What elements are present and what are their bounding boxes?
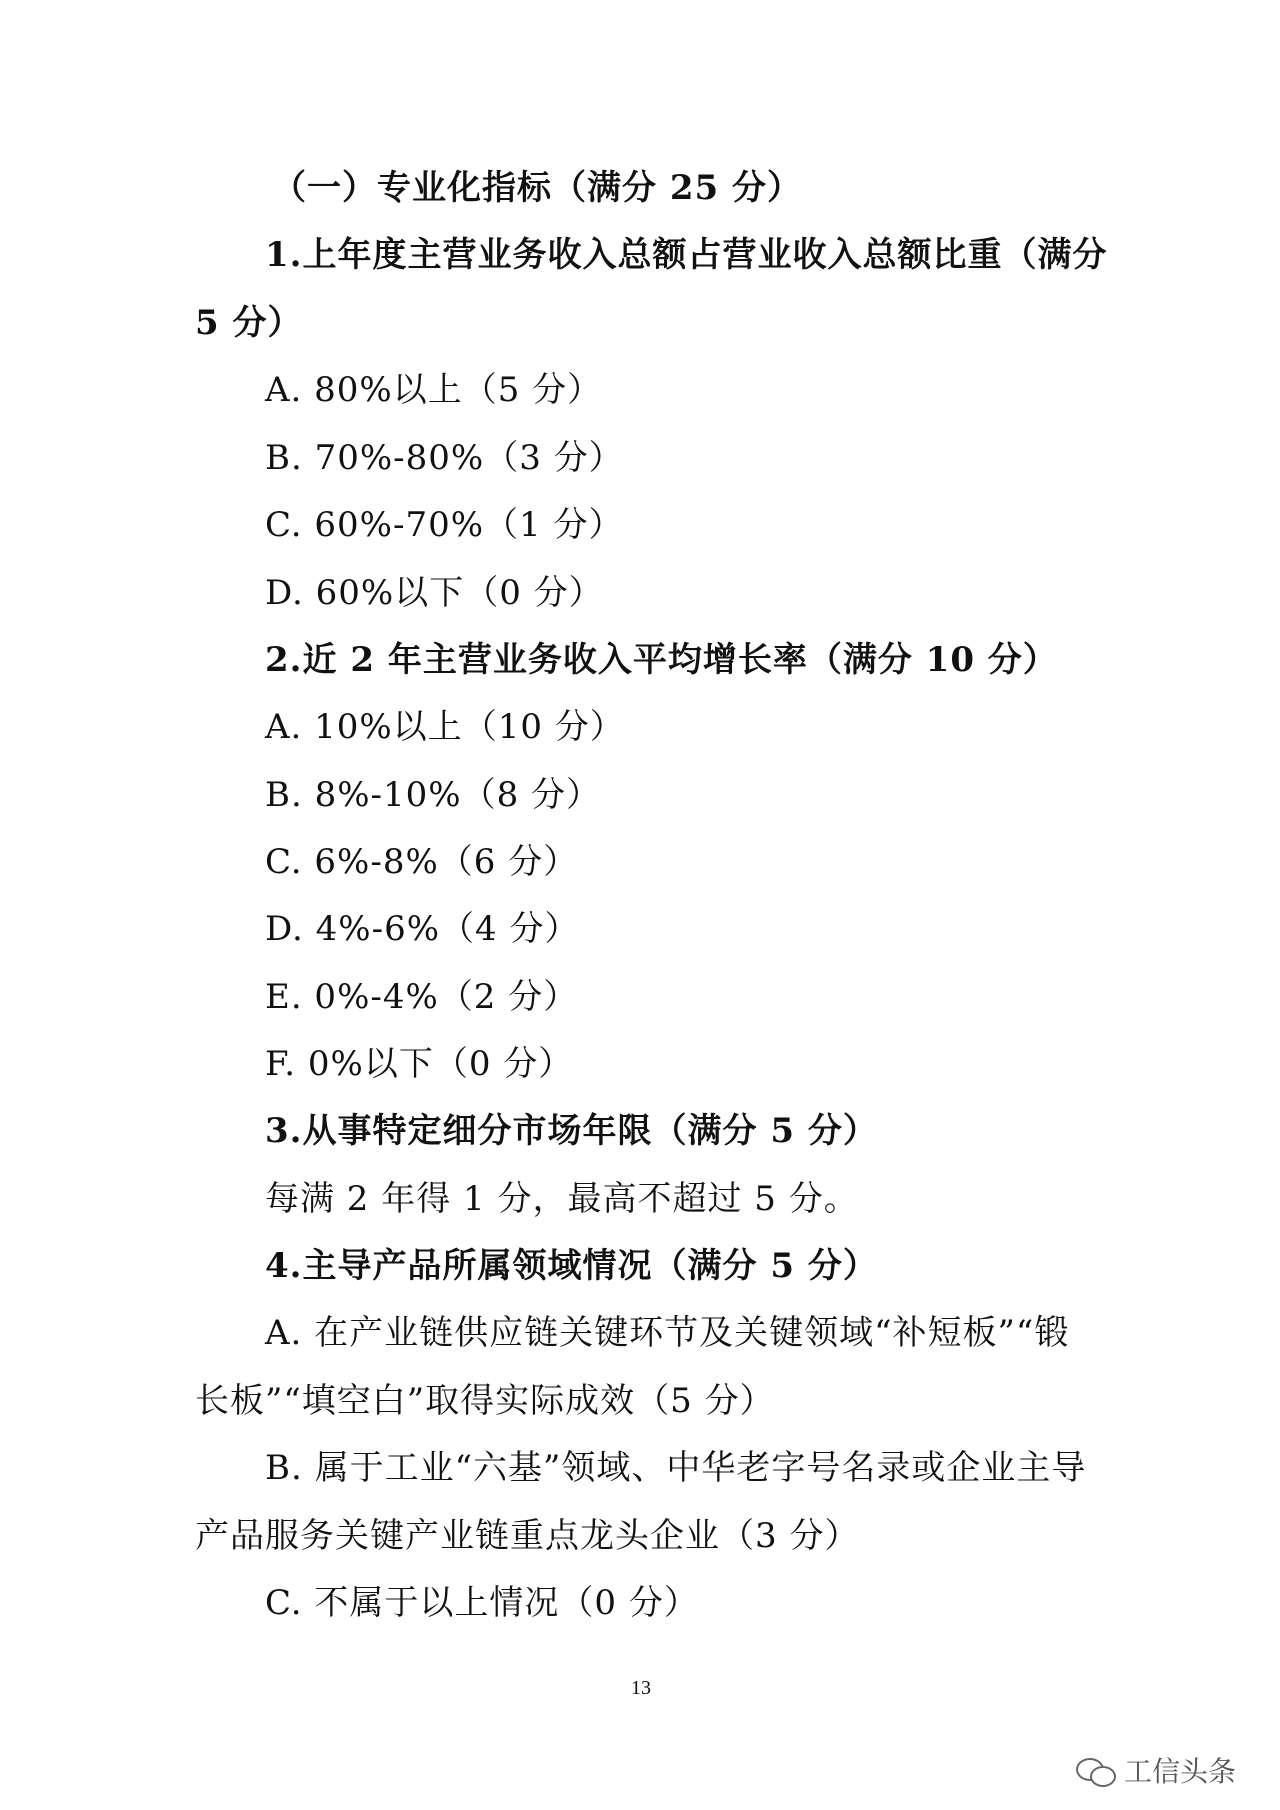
item-4-option-a-line-1: A. 在产业链供应链关键环节及关键领域“补短板”“锻 [265, 1313, 1070, 1353]
item-4-option-b-line-1: B. 属于工业“六基”领域、中华老字号名录或企业主导 [265, 1448, 1087, 1488]
item-4-title: 4.主导产品所属领域情况（满分 5 分） [265, 1246, 878, 1286]
item-2-title: 2.近 2 年主营业务收入平均增长率（满分 10 分） [265, 640, 1058, 680]
watermark-text: 工信头条 [1124, 1755, 1237, 1788]
item-1-option-c: C. 60%-70%（1 分） [265, 505, 624, 545]
item-1-option-a: A. 80%以上（5 分） [265, 370, 603, 410]
item-2-option-c: C. 6%-8%（6 分） [265, 842, 579, 882]
item-2-option-b: B. 8%-10%（8 分） [265, 775, 602, 815]
page-number: 13 [631, 1677, 651, 1699]
item-1-option-d: D. 60%以下（0 分） [265, 573, 604, 613]
item-1-option-b: B. 70%-80%（3 分） [265, 438, 624, 478]
item-2-option-f: F. 0%以下（0 分） [265, 1044, 574, 1084]
wechat-icon [1076, 1756, 1116, 1788]
item-3-title: 3.从事特定细分市场年限（满分 5 分） [265, 1111, 878, 1151]
item-4-option-a-line-2: 长板”“填空白”取得实际成效（5 分） [195, 1381, 775, 1421]
item-1-title-line-2: 5 分） [195, 303, 303, 343]
item-2-option-e: E. 0%-4%（2 分） [265, 977, 579, 1017]
item-1-title-line-1: 1.上年度主营业务收入总额占营业收入总额比重（满分 [265, 235, 1108, 275]
item-2-option-a: A. 10%以上（10 分） [265, 707, 625, 747]
item-2-option-d: D. 4%-6%（4 分） [265, 909, 580, 949]
item-4-option-c: C. 不属于以上情况（0 分） [265, 1583, 699, 1623]
item-3-text: 每满 2 年得 1 分，最高不超过 5 分。 [265, 1179, 859, 1219]
watermark [1076, 1752, 1236, 1792]
item-4-option-b-line-2: 产品服务关键产业链重点龙头企业（3 分） [195, 1516, 860, 1556]
section-title: （一）专业化指标（满分 25 分） [272, 168, 802, 208]
